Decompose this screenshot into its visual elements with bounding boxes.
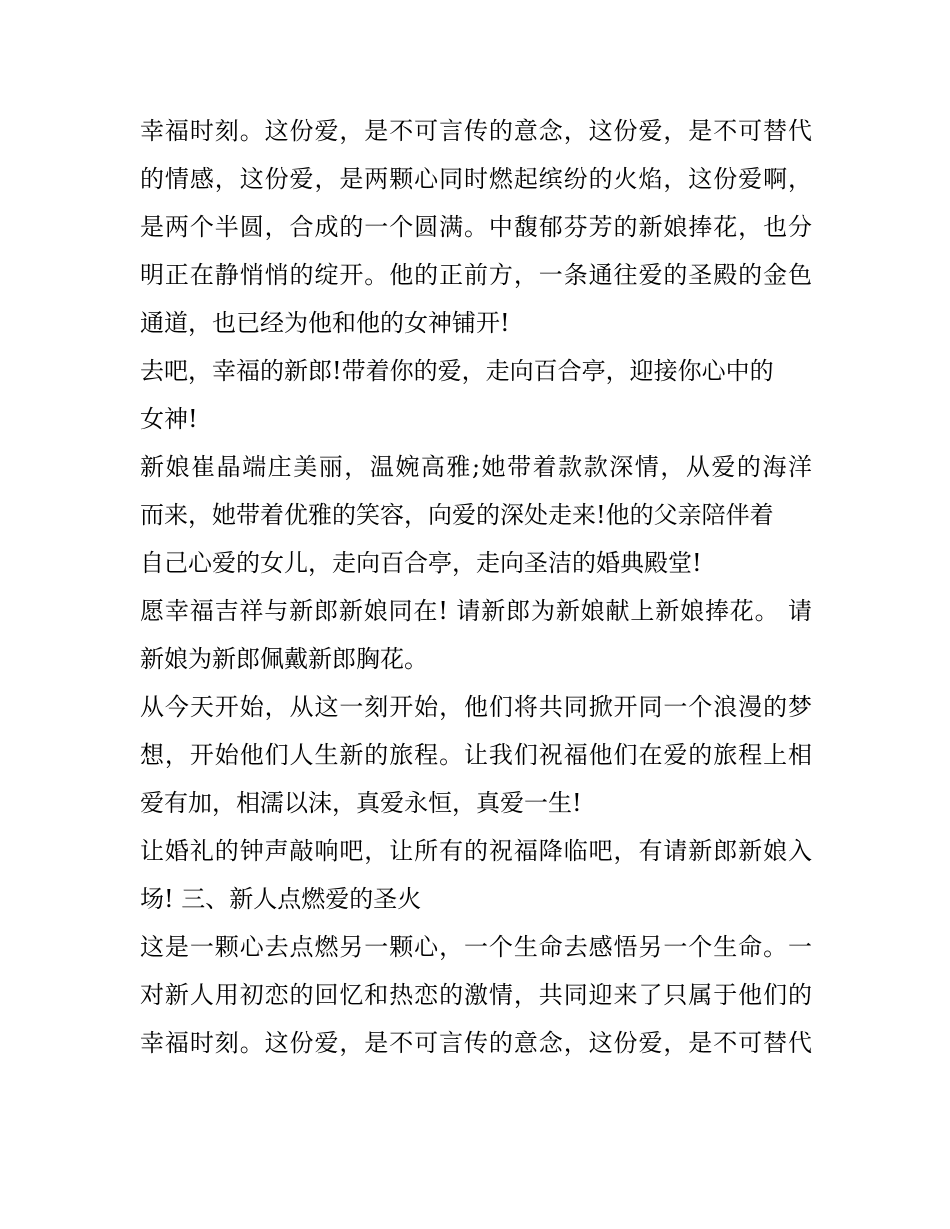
- text-line: 自己心爱的女儿，走向百合亭，走向圣洁的婚典殿堂!: [140, 549, 702, 577]
- text-line: 对新人用初恋的回忆和热恋的激情，共同迎来了只属于他们的: [140, 981, 812, 1009]
- text-line: 的情感，这份爱，是两颗心同时燃起缤纷的火焰，这份爱啊，: [140, 165, 812, 193]
- text-line: 从今天开始，从这一刻开始，他们将共同掀开同一个浪漫的梦: [140, 693, 812, 721]
- text-line: 想，开始他们人生新的旅程。让我们祝福他们在爱的旅程上相: [140, 741, 812, 769]
- text-line: 爱有加，相濡以沫，真爱永恒，真爱一生!: [140, 789, 582, 817]
- text-line: 愿幸福吉祥与新郎新娘同在! 请新郎为新娘献上新娘捧花。 请: [140, 597, 812, 625]
- text-line: 幸福时刻。这份爱，是不可言传的意念，这份爱，是不可替代: [140, 117, 812, 145]
- text-line: 通道，也已经为他和他的女神铺开!: [140, 309, 510, 337]
- text-line: 这是一颗心去点燃另一颗心，一个生命去感悟另一个生命。一: [140, 933, 812, 961]
- text-line: 去吧，幸福的新郎!带着你的爱，走向百合亭，迎接你心中的: [140, 357, 774, 385]
- text-line: 幸福时刻。这份爱，是不可言传的意念，这份爱，是不可替代: [140, 1029, 812, 1057]
- text-line: 是两个半圆，合成的一个圆满。中馥郁芬芳的新娘捧花，也分: [140, 213, 812, 241]
- text-line: 新娘为新郎佩戴新郎胸花。: [140, 645, 428, 673]
- document-body: [140, 107, 812, 1067]
- text-line: 明正在静悄悄的绽开。他的正前方，一条通往爱的圣殿的金色: [140, 261, 812, 289]
- text-line: 新娘崔晶端庄美丽，温婉高雅;她带着款款深情，从爱的海洋: [140, 453, 812, 481]
- text-line: 而来，她带着优雅的笑容，向爱的深处走来!他的父亲陪伴着: [140, 501, 774, 529]
- text-line: 女神!: [140, 405, 198, 433]
- text-line: 让婚礼的钟声敲响吧，让所有的祝福降临吧，有请新郎新娘入: [140, 837, 812, 865]
- text-line: 场! 三、新人点燃爱的圣火: [140, 885, 422, 913]
